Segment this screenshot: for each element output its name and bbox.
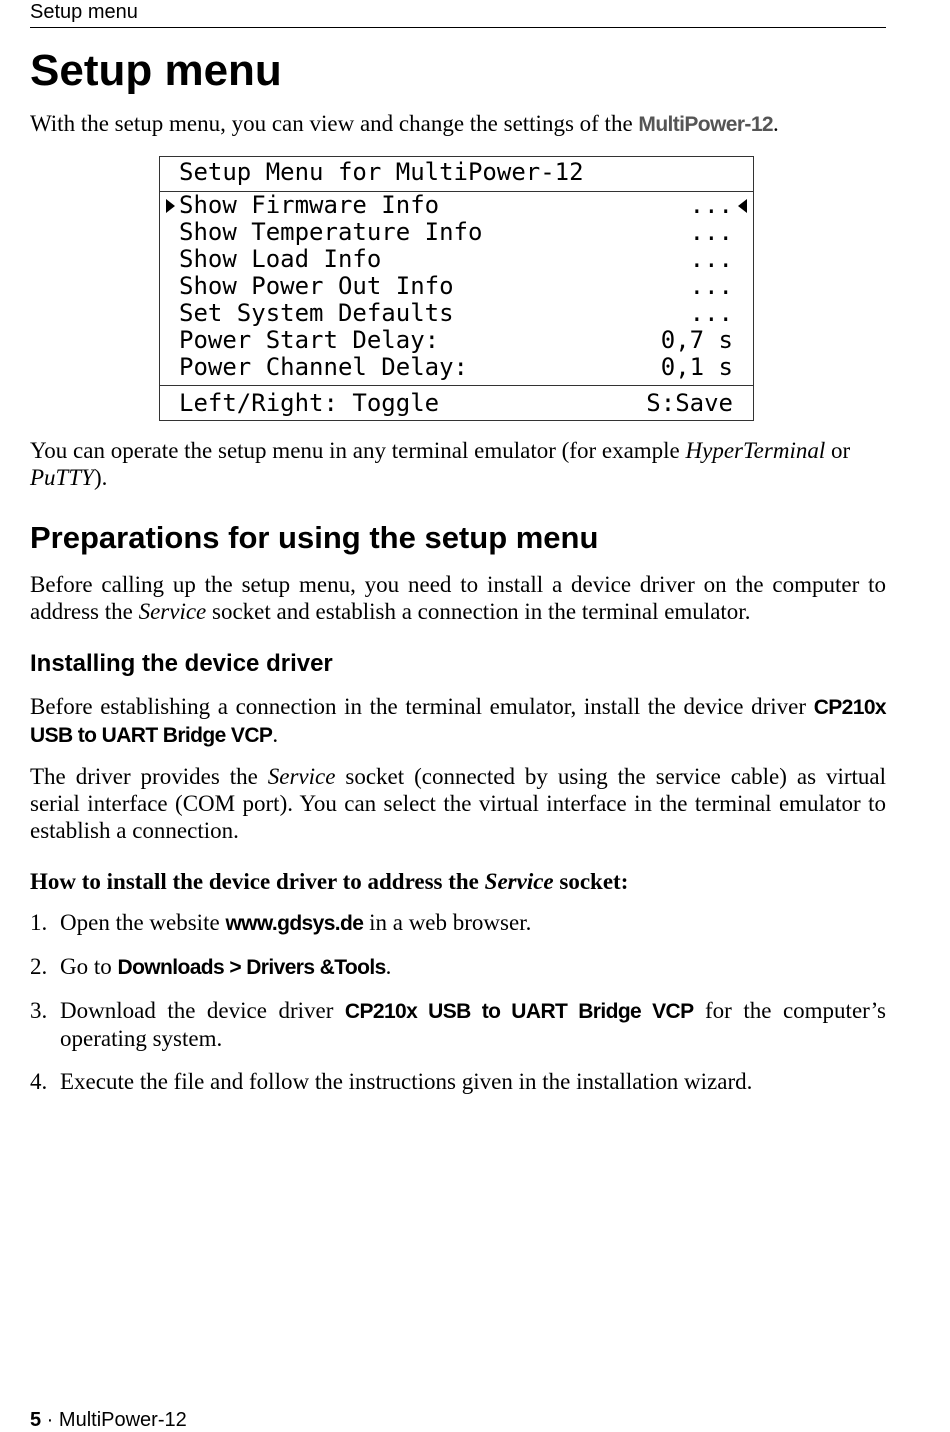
terminal-footer bbox=[160, 386, 753, 421]
cursor-right-arrow-icon bbox=[166, 199, 175, 213]
section-heading-preparations: Preparations for using the setup menu bbox=[30, 520, 599, 555]
page-footer: 5 · MultiPower-12 bbox=[30, 1409, 187, 1431]
intro-paragraph: With the setup menu, you can view and change the settings of the MultiPower-12. bbox=[30, 111, 779, 136]
header-rule bbox=[30, 27, 886, 28]
menu-item-show-temperature-info[interactable]: Show Temperature Info ... bbox=[179, 218, 733, 246]
driver-paragraph-2: The driver provides the Service socket (connected by using the service cable) as virtual serial interface (COM port). You can select the virtual interface in the terminal emulator to establish a connection. bbox=[30, 764, 887, 843]
list-item: 1. Open the website www.gdsys.de in a web browser. bbox=[30, 910, 532, 935]
terminal-setup-menu bbox=[159, 156, 754, 421]
preparations-paragraph: Before calling up the setup menu, you need to install a device driver on the computer to address the Service socket and establish a connection in the terminal emulator. bbox=[30, 572, 886, 624]
menu-item-show-load-info[interactable]: Show Load Info ... bbox=[179, 245, 733, 273]
save-hint: S:Save bbox=[646, 389, 733, 417]
terminal-title: Setup Menu for MultiPower-12 bbox=[179, 158, 584, 186]
list-item: 4. Execute the file and follow the instructions given in the installation wizard. bbox=[30, 1069, 753, 1094]
toggle-hint: Left/Right: Toggle bbox=[179, 389, 440, 417]
product-name: MultiPower-12 bbox=[638, 113, 773, 136]
cursor-left-arrow-icon bbox=[738, 199, 747, 213]
footer-product: MultiPower-12 bbox=[58, 1409, 187, 1431]
menu-item-power-channel-delay[interactable]: Power Channel Delay: 0,1 s bbox=[179, 353, 733, 381]
procedure-steps bbox=[30, 909, 886, 1111]
menu-item-power-start-delay[interactable]: Power Start Delay: 0,7 s bbox=[179, 326, 733, 354]
driver-paragraph-1: Before establishing a connection in the terminal emulator, install the device driver CP210x USB to UART Bridge VCP. bbox=[30, 694, 886, 747]
subsection-heading-installing-driver: Installing the device driver bbox=[30, 650, 333, 677]
menu-item-set-system-defaults[interactable]: Set System Defaults ... bbox=[179, 299, 733, 327]
list-item: 2. Go to Downloads > Drivers &Tools. bbox=[30, 954, 392, 979]
list-item: 3. Download the device driver CP210x USB to UART Bridge VCP for the computer’s operating system. bbox=[30, 998, 887, 1051]
procedure-heading: How to install the device driver to address the Service socket: bbox=[30, 869, 629, 894]
running-head: Setup menu bbox=[30, 1, 138, 23]
page-number: 5 bbox=[30, 1409, 42, 1431]
website-link[interactable]: www.gdsys.de bbox=[225, 912, 364, 935]
emulator-paragraph: You can operate the setup menu in any terminal emulator (for example HyperTerminal or PuTTY). bbox=[30, 438, 851, 490]
menu-item-show-power-out-info[interactable]: Show Power Out Info ... bbox=[179, 272, 733, 300]
page-title: Setup menu bbox=[30, 46, 282, 95]
menu-item-show-firmware-info[interactable]: Show Firmware Info ... bbox=[160, 192, 753, 219]
